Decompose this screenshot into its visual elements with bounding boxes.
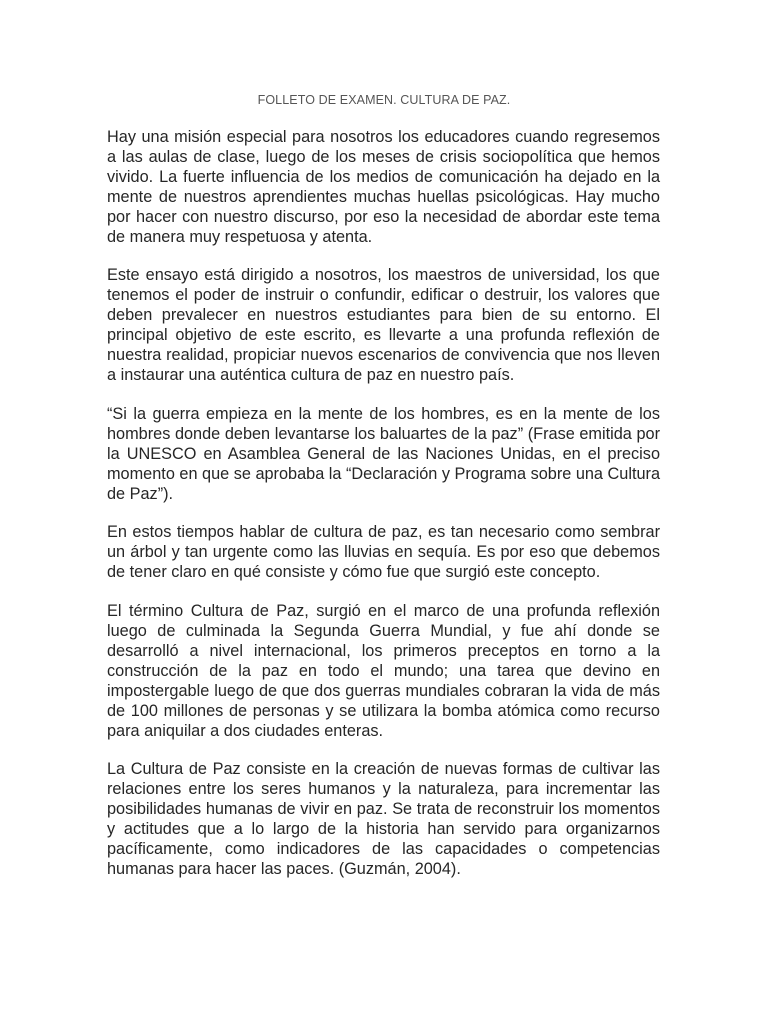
- paragraph-6: La Cultura de Paz consiste en la creación de nuevas formas de cultivar las relaciones entre los seres humanos y la naturaleza, para incrementar las posibilidades humanas de vivir en paz. Se trata de reconstruir los momentos y actitudes que a lo largo de la historia han servido para organizarnos pacíficamente, como indicadores de las capacidades o competencias humanas para hacer las paces. (Guzmán, 2004).: [107, 760, 660, 878]
- document-body: [107, 128, 660, 899]
- paragraph-4: En estos tiempos hablar de cultura de paz, es tan necesario como sembrar un árbol y tan urgente como las lluvias en sequía. Es por eso que debemos de tener claro en qué consiste y cómo fue que surgió este concepto.: [107, 523, 660, 582]
- document-header: FOLLETO DE EXAMEN. CULTURA DE PAZ.: [257, 93, 511, 107]
- paragraph-5: El término Cultura de Paz, surgió en el marco de una profunda reflexión luego de culminada la Segunda Guerra Mundial, y fue ahí donde se desarrolló a nivel internacional, los primeros preceptos en torno a la construcción de la paz en todo el mundo; una tarea que devino en impostergable luego de que dos guerras mundiales cobraran la vida de más de 100 millones de personas y se utilizara la bomba atómica como recurso para aniquilar a dos ciudades enteras.: [107, 602, 660, 740]
- paragraph-1: Hay una misión especial para nosotros los educadores cuando regresemos a las aulas de clase, luego de los meses de crisis sociopolítica que hemos vivido. La fuerte influencia de los medios de comunicación ha dejado en la mente de nuestros aprendientes muchas huellas psicológicas. Hay mucho por hacer con nuestro discurso, por eso la necesidad de abordar este tema de manera muy respetuosa y atenta.: [107, 128, 660, 246]
- paragraph-3: “Si la guerra empieza en la mente de los hombres, es en la mente de los hombres donde deben levantarse los baluartes de la paz” (Frase emitida por la UNESCO en Asamblea General de las Naciones Unidas, en el preciso momento en que se aprobaba la “Declaración y Programa sobre una Cultura de Paz”).: [107, 404, 660, 503]
- paragraph-2: Este ensayo está dirigido a nosotros, los maestros de universidad, los que tenemos el poder de instruir o confundir, edificar o destruir, los valores que deben prevalecer en nuestros estudiantes para bien de su entorno. El principal objetivo de este escrito, es llevarte a una profunda reflexión de nuestra realidad, propiciar nuevos escenarios de convivencia que nos lleven a instaurar una auténtica cultura de paz en nuestro país.: [107, 266, 660, 384]
